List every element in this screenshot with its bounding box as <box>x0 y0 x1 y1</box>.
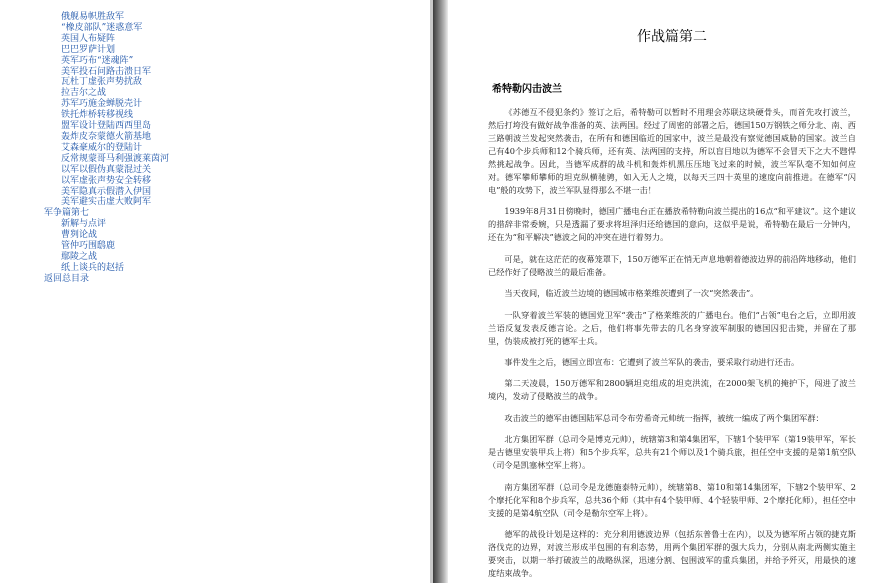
toc-section-link[interactable]: “橡皮部队”迷惑意军 <box>61 22 143 33</box>
body-paragraph: 事件发生之后，德国立即宣布：它遭到了波兰军队的袭击，要采取行动进行还击。 <box>504 356 800 367</box>
toc-section-link[interactable]: 拉吉尔之战 <box>61 88 107 99</box>
toc-section-link[interactable]: 鄢陵之战 <box>61 251 98 262</box>
body-paragraph: 第二天凌晨，150万德军和2800辆坦克组成的坦克洪流，在2000架飞机的掩护下，闯进了波兰境内，发动了侵略波兰的战争。 <box>488 378 856 402</box>
toc-section-link[interactable]: 反常规蒙哥马利强渡莱茵河 <box>61 153 170 164</box>
body-paragraph: 可是，就在这茫茫的夜幕笼罩下，150万德军正在悄无声息地朝着德波边界的前沿阵地移动，他们已经作好了侵略波兰的最后准备。 <box>488 253 856 277</box>
toc-section-link[interactable]: 管仲巧围鸱鹿 <box>61 241 116 252</box>
toc-section-link[interactable]: 纸上谈兵的赵括 <box>61 262 125 273</box>
body-paragraph: 北方集团军群（总司令是博克元帅），统辖第3和第4集团军，下辖1个装甲军（第19装甲军，军长是古德里安装甲兵上将）和5个步兵军，总共有21个师以及1个骑兵旅，担任空中支援的是第1航空队（司令是凯塞林空军上将）。 <box>488 434 856 471</box>
body-paragraph: 攻击波兰的德军由德国陆军总司令布劳希奇元帅统一指挥，被统一编成了两个集团军群： <box>504 412 824 423</box>
toc-chapter-link[interactable]: 军争篇第七 <box>44 208 90 219</box>
table-of-contents <box>44 12 169 285</box>
toc-section-link[interactable]: 巴巴罗萨计划 <box>61 44 116 55</box>
toc-section-link[interactable]: 以军虚张声势安全转移 <box>61 175 152 186</box>
body-paragraph: 德军的战役计划是这样的：充分利用德波边界（包括东普鲁士在内），以及为德军所占领的捷克斯洛伐克的边界，对波兰形成半包围的有利态势，用两个集团军群的强大兵力，分别从南北两侧实施主要突击，以期一举打破波兰的战略纵深，迅速分割、包围波军的重兵集团，并给予歼灭，用最快的速度结束战争。 <box>488 528 856 578</box>
body-paragraph: 南方集团军群（总司令是龙德施泰特元帅），统辖第8、第10和第14集团军，下辖2个装甲军、2个摩托化军和8个步兵军，总共36个师（其中有4个装甲师、4个轻装甲师、2个摩托化师），担任空中支援的是第4航空队（司令是勒尔空军上将）。 <box>488 481 856 518</box>
toc-section-link[interactable]: 铁托炸桥转移视线 <box>61 110 134 121</box>
page-title: 作战篇第二 <box>637 29 707 45</box>
toc-section-link[interactable]: 以军以假伪真蒙混过关 <box>61 164 152 175</box>
toc-section-link[interactable]: 美军避实击虚大败阿军 <box>61 197 152 208</box>
toc-section-link[interactable]: 英军巧布“迷魂阵” <box>61 55 134 66</box>
toc-section-link[interactable]: 俄舰易帜胜敌军 <box>61 12 125 22</box>
toc-section-link[interactable]: 轰炸皮奈蒙德火箭基地 <box>61 131 152 142</box>
body-paragraph: 《苏德互不侵犯条约》签订之后，希特勒可以暂时不用理会苏联这块硬骨头，而首先攻打波兰，然后打垮没有做好战争准备的英、法两国。经过了周密的部署之后，德国150万钢铁之师分北、南、西三路朝波兰发起突然袭击，在所有和德国临近的国家中，波兰是最没有察觉德国威胁的国家。波兰自己有40个步兵师和12个骑兵师，还有英、法两国的支持，所以盲目地以为德军不会冒天下之大不韪悍然挑起战争。因此，当德军成群的战斗机和轰炸机黑压压地飞过来的时候，波兰军队毫不知如何应对。德军攀师攀师的坦克纵横驰骋，如入无人之境，以每天三四十英里的速度向前推进。在德军“闪电”般的攻势下，波兰军队显得那么不堪一击！ <box>488 107 856 195</box>
body-paragraph: 1939年8月31日傍晚时，德国广播电台正在播放希特勒向波兰提出的16点“和平建议”。这个建议的措辞非常委婉，只是透漏了要求将坦泽归还给德国的意向，这似乎是说，希特勒在最后一分钟内，还在为“和平解决”德波之间的冲突在进行着努力。 <box>488 206 856 243</box>
toc-section-link[interactable]: 瓦杜丁虚张声势扰敌 <box>61 77 143 88</box>
page-gutter-shadow <box>433 0 448 583</box>
toc-section-link[interactable]: 曹刿论战 <box>61 230 98 241</box>
toc-section-link[interactable]: 苏军巧施金蝉脱壳计 <box>61 99 143 110</box>
toc-section-link[interactable]: 美军投石问路击溃日军 <box>61 66 152 77</box>
body-paragraph: 当天夜间，临近波兰边境的德国城市格莱维茨遭到了一次“突然袭击”。 <box>504 288 759 299</box>
body-text <box>488 106 856 583</box>
toc-chapter-link[interactable]: 返回总目录 <box>44 273 90 284</box>
body-paragraph: 一队穿着波兰军装的德国党卫军“袭击”了格莱维茨的广播电台。他们“占领”电台之后，立即用波兰语反复发表反德言论。之后，他们将事先带去的几名身穿波军制服的德国囚犯击毙，并留在了那里，伪装成被打死的德军士兵。 <box>488 309 856 346</box>
toc-section-link[interactable]: 艾森豪威尔的登陆计 <box>61 142 143 153</box>
toc-section-link[interactable]: 英国人布疑阵 <box>61 33 116 44</box>
toc-section-link[interactable]: 盟军设计登陆西西里岛 <box>61 121 152 132</box>
toc-section-link[interactable]: 美军隐真示假潜入伊国 <box>61 186 152 197</box>
toc-pane <box>0 0 430 583</box>
section-heading: 希特勒闪击波兰 <box>492 84 562 95</box>
document-page <box>448 0 896 583</box>
toc-section-link[interactable]: 新解与点评 <box>61 219 107 230</box>
